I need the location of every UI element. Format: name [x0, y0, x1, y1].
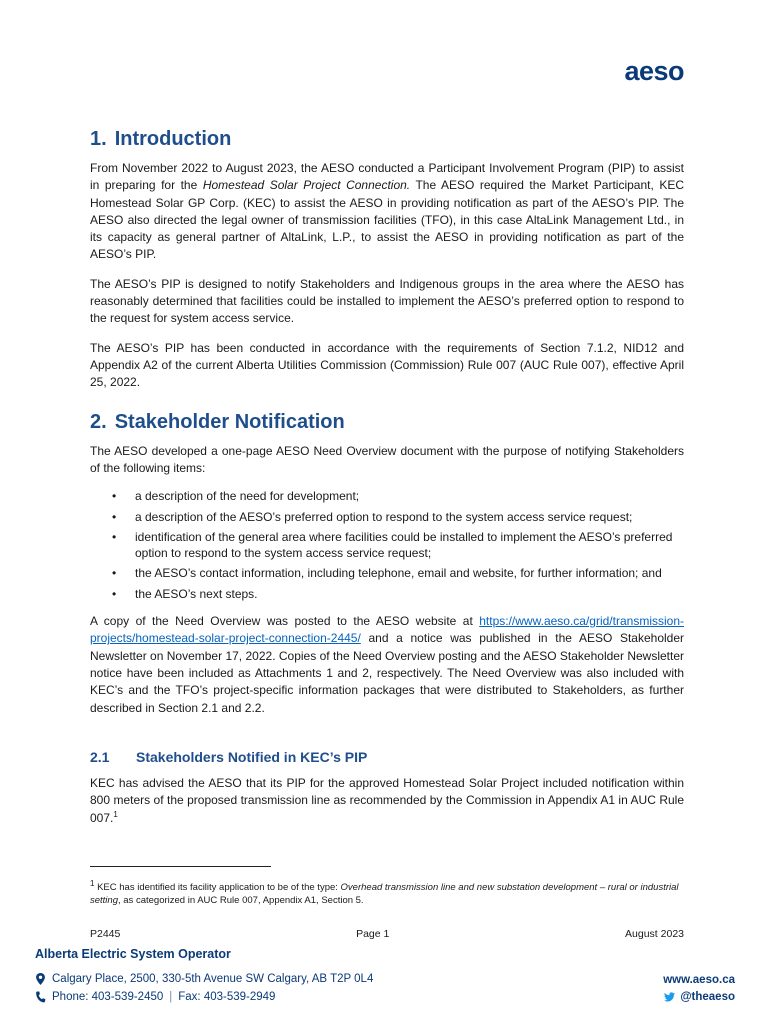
intro-paragraph-2: The AESO’s PIP is designed to notify Stakeholders and Indigenous groups in the area where the AESO has reasonably determined that facilities could be installed to implement the AESO’s preferred option to respond to the request for system access service.: [90, 276, 684, 326]
list-item: • a description of the need for development;: [112, 489, 360, 504]
twitter-icon: [664, 991, 675, 1003]
notification-bullet-list: [90, 489, 684, 602]
bullet-glyph: •: [112, 530, 117, 545]
list-item: • the AESO’s next steps.: [112, 586, 258, 601]
twitter-handle[interactable]: @theaeso: [664, 991, 735, 1003]
bullet-glyph: •: [112, 566, 117, 581]
footnote-divider: [90, 866, 271, 867]
list-item: • identification of the general area where facilities could be installed to implement the AESO’s preferred option to respond to the system access service request;: [112, 530, 673, 560]
section-2-1-heading: [90, 747, 684, 767]
page-footer: [90, 928, 684, 940]
section-title: Introduction: [114, 128, 232, 150]
footnote-reference[interactable]: 1: [113, 809, 118, 819]
sub21-paragraph-1: KEC has advised the AESO that its PIP for the approved Homestead Solar Project included notification within 800 meters of the proposed transmission line as recommended by the Commission in Appendix A1 in AUC Rule 007.$^1$: [90, 775, 684, 825]
notification-paragraph-1: The AESO developed a one-page AESO Need Overview document with the purpose of notifying Stakeholders of the following items:: [90, 443, 684, 475]
list-item: • the AESO’s contact information, including telephone, email and website, for further information; and: [112, 566, 662, 581]
list-item: • a description of the AESO’s preferred option to respond to the system access service request;: [112, 509, 633, 524]
phone-number: Phone: 403-539-2450: [52, 991, 164, 1003]
section-number: 2.: [90, 410, 107, 433]
section-title: Stakeholders Notified in KEC’s PIP: [136, 748, 368, 765]
section-title: Stakeholder Notification: [114, 410, 345, 433]
fax-number: Fax: 403-539-2949: [178, 991, 276, 1003]
aeso-logo: aeso: [624, 56, 684, 86]
footnote: $^1$ KEC has identified its facility application to be of the type: Overhead transmission line and new substation development – rural or industrial setting, as categorized in AUC Rule 007, Appendix A1, Section 5.: [90, 878, 679, 906]
location-pin-icon: [35, 973, 46, 985]
contact-separator: |: [169, 991, 173, 1003]
bullet-glyph: •: [112, 509, 117, 524]
document-date: August 2023: [625, 928, 684, 940]
document-body: [90, 124, 684, 827]
need-overview-link[interactable]: https://www.aeso.ca/grid/transmission-projects/homestead-solar-project-connection-2445/: [90, 614, 684, 646]
page-number: Page 1: [356, 928, 390, 940]
notification-paragraph-2: A copy of the Need Overview was posted to the AESO website at https://www.aeso.ca/grid/transmission-projects/homestead-solar-project-connection-2445/ and a notice was published in the AESO Stakeholder Newsletter on November 17, 2022. Copies of the Need Overview posting and the AESO Stakeholder Newsletter notice have been included as Attachments 1 and 2, respectively. The Need Overview was also included with KEC’s and the TFO’s project-specific information packages that were distributed to Stakeholders, as further described in Section 2.1 and 2.2.: [90, 614, 684, 715]
section-2-heading: [90, 407, 684, 437]
organization-name: Alberta Electric System Operator: [35, 947, 231, 961]
section-number: 1.: [90, 128, 107, 150]
organization-address: Calgary Place, 2500, 330-5th Avenue SW Calgary, AB T2P 0L4: [35, 973, 373, 985]
intro-paragraph-1: From November 2022 to August 2023, the AESO conducted a Participant Involvement Program (PIP) to assist in preparing for the Homestead Solar Project Connection. The AESO required the Market Participant, KEC Homestead Solar GP Corp. (KEC) to assist the AESO in providing notification as part of the AESO’s PIP. The AESO also directed the legal owner of transmission facilities (TFO), in this case AltaLink Management Ltd., in its capacity as general partner of AltaLink, L.P., to assist the AESO in providing notification as part of the AESO’s PIP.: [90, 161, 684, 262]
bullet-glyph: •: [112, 489, 117, 504]
section-1-heading: [90, 124, 684, 154]
intro-paragraph-3: The AESO’s PIP has been conducted in accordance with the requirements of Section 7.1.2, NID12 and Appendix A2 of the current Alberta Utilities Commission (Commission) Rule 007 (AUC Rule 007), effective April 25, 2022.: [90, 340, 684, 390]
organization-contact: [35, 991, 275, 1003]
document-id: P2445: [90, 928, 121, 940]
bullet-glyph: •: [112, 586, 117, 601]
website-link[interactable]: www.aeso.ca: [663, 974, 735, 986]
footnote-mark: 1: [90, 878, 95, 888]
section-number: 2.1: [90, 748, 110, 765]
phone-icon: [35, 991, 46, 1003]
